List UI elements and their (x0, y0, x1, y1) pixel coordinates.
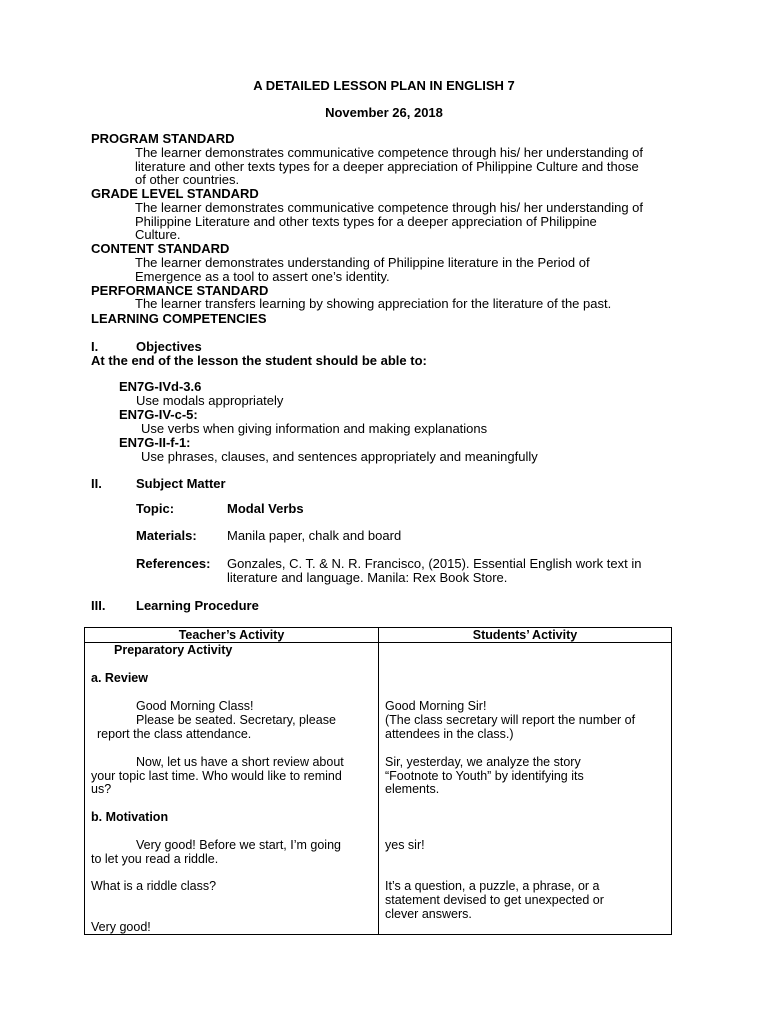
student-line: (The class secretary will report the number of (385, 713, 636, 727)
competency-code: EN7G-IV-c-5: (119, 407, 198, 422)
teacher-line: us? (91, 782, 112, 796)
references-label: References: (136, 556, 211, 571)
program-standard-line: The learner demonstrates communicative competence through his/ her understanding of (135, 145, 644, 160)
competency-text: Use phrases, clauses, and sentences appropriately and meaningfully (141, 449, 538, 464)
performance-standard-heading: PERFORMANCE STANDARD (91, 283, 269, 298)
references-line: literature and language. Manila: Rex Book Store. (227, 570, 508, 585)
objectives-numeral: I. (91, 339, 99, 354)
teacher-line: What is a riddle class? (91, 879, 217, 893)
content-standard-line: Emergence as a tool to assert one’s identity. (135, 269, 390, 284)
program-standard-heading: PROGRAM STANDARD (91, 131, 235, 146)
procedure-numeral: III. (91, 598, 106, 613)
topic-value: Modal Verbs (227, 501, 304, 516)
student-line: Good Morning Sir! (385, 699, 487, 713)
learning-competencies-heading: LEARNING COMPETENCIES (91, 311, 267, 326)
content-standard-heading: CONTENT STANDARD (91, 241, 230, 256)
teacher-activity-cell (85, 643, 379, 935)
motivation-heading: b. Motivation (91, 810, 169, 824)
grade-level-standard-line: Culture. (135, 227, 181, 242)
grade-level-standard-line: The learner demonstrates communicative competence through his/ her understanding of (135, 200, 644, 215)
subject-matter-heading: Subject Matter (136, 476, 226, 491)
preparatory-activity-heading: Preparatory Activity (114, 643, 233, 657)
competency-text: Use verbs when giving information and making explanations (141, 421, 488, 436)
teacher-line: your topic last time. Who would like to remind (91, 769, 342, 783)
students-activity-cell (379, 643, 672, 935)
teacher-line: Very good! Before we start, I’m going (136, 838, 341, 852)
procedure-table (84, 627, 672, 935)
performance-standard-line: The learner transfers learning by showing appreciation for the literature of the past. (135, 296, 612, 311)
student-line: attendees in the class.) (385, 727, 514, 741)
teacher-line: Now, let us have a short review about (136, 755, 344, 769)
teacher-line: report the class attendance. (97, 727, 252, 741)
student-line: Sir, yesterday, we analyze the story (385, 755, 581, 769)
teacher-activity-header: Teacher’s Activity (85, 628, 379, 643)
lesson-date: November 26, 2018 (325, 105, 443, 120)
student-line: It’s a question, a puzzle, a phrase, or a (385, 879, 600, 893)
student-line: statement devised to get unexpected or (385, 893, 604, 907)
students-activity-header: Students’ Activity (379, 628, 672, 643)
teacher-line: to let you read a riddle. (91, 852, 219, 866)
objectives-intro: At the end of the lesson the student should be able to: (91, 353, 427, 368)
competency-text: Use modals appropriately (136, 393, 284, 408)
document-title: A DETAILED LESSON PLAN IN ENGLISH 7 (253, 78, 515, 93)
competency-code: EN7G-IVd-3.6 (119, 379, 202, 394)
grade-level-standard-line: Philippine Literature and other texts types for a deeper appreciation of Philippine (135, 214, 597, 229)
materials-label: Materials: (136, 528, 197, 543)
student-line: “Footnote to Youth” by identifying its (385, 769, 584, 783)
teacher-line: Please be seated. Secretary, please (136, 713, 336, 727)
teacher-line: Very good! (91, 920, 151, 934)
grade-level-standard-heading: GRADE LEVEL STANDARD (91, 186, 259, 201)
subject-matter-numeral: II. (91, 476, 102, 491)
procedure-heading: Learning Procedure (136, 598, 259, 613)
student-line: yes sir! (385, 838, 425, 852)
program-standard-line: literature and other texts types for a deeper appreciation of Philippine Culture and those (135, 159, 639, 174)
program-standard-line: of other countries. (135, 172, 240, 187)
content-standard-line: The learner demonstrates understanding of Philippine literature in the Period of (135, 255, 590, 270)
review-heading: a. Review (91, 671, 148, 685)
teacher-line: Good Morning Class! (136, 699, 254, 713)
topic-label: Topic: (136, 501, 175, 516)
student-line: elements. (385, 782, 440, 796)
references-line: Gonzales, C. T. & N. R. Francisco, (2015). Essential English work text in (227, 556, 642, 571)
objectives-heading: Objectives (136, 339, 202, 354)
materials-value: Manila paper, chalk and board (227, 528, 402, 543)
student-line: clever answers. (385, 907, 472, 921)
competency-code: EN7G-II-f-1: (119, 435, 191, 450)
